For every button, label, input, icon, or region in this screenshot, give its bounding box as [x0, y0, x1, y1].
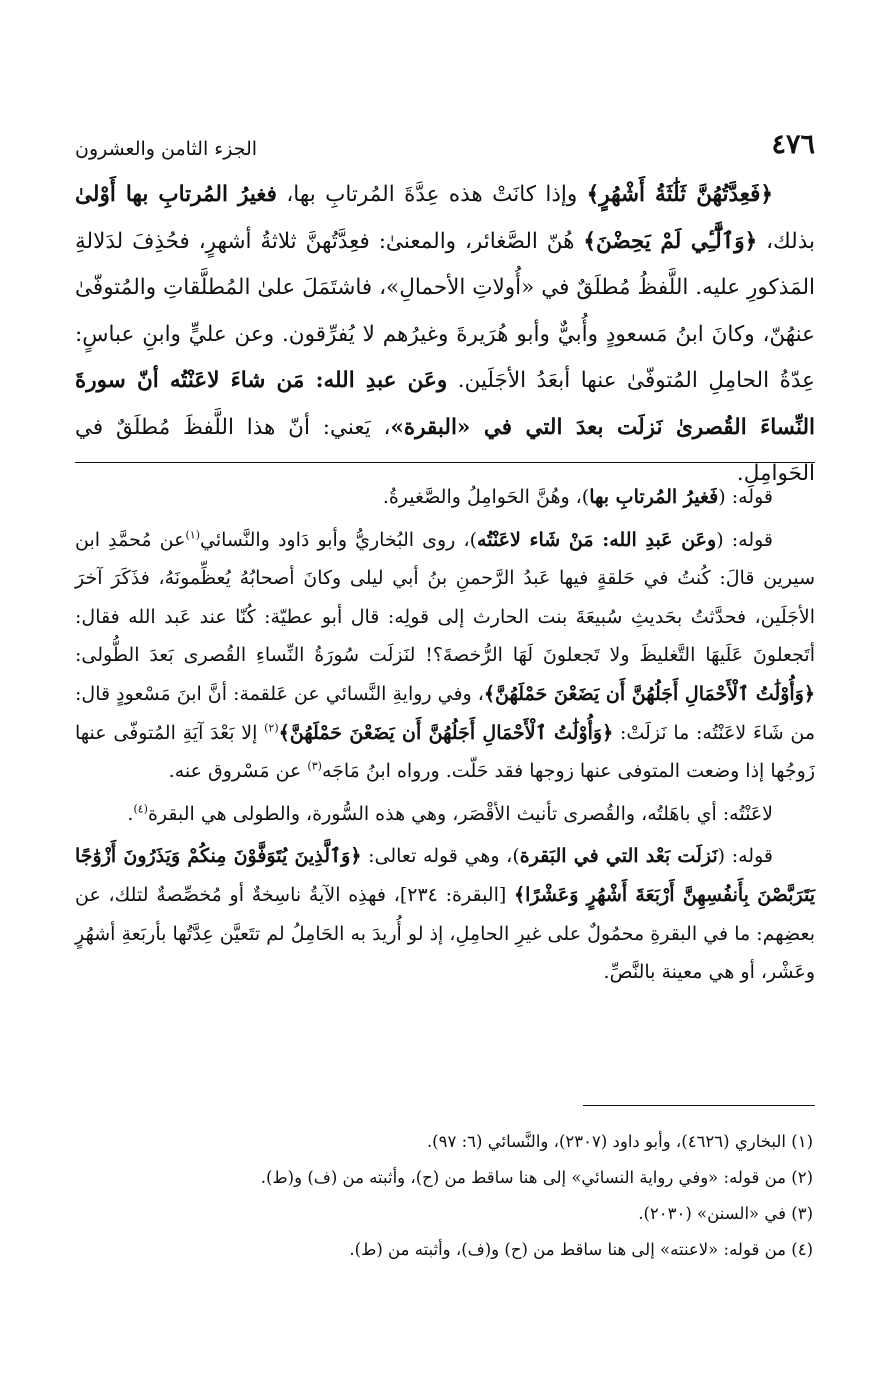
main-text-run: بذلك،	[757, 228, 815, 254]
commentary-paragraph	[75, 521, 815, 791]
commentary-run: إلا بَعْدَ آيَةِ المُتوفّى عنها زَوجُها إذا وضعت المتوفى عنها زوجها فقد حَلّت. ورواه ابنُ مَاجَه	[75, 721, 815, 783]
commentary-run: عن مَسْروق عنه.	[168, 760, 308, 783]
commentary-text	[75, 478, 815, 992]
main-text-run: وإذا كانَتْ هذه عِدَّةَ المُرتابِ بها،	[276, 182, 587, 207]
quran-quote: ﴿وَأُوْلَٰتُ ٱلْأَحْمَالِ أَجَلُهُنَّ أَن يَضَعْنَ حَمْلَهُنَّ﴾	[483, 682, 816, 705]
commentary-run: قوله: (	[718, 486, 773, 508]
page-number: ٤٧٦	[771, 129, 815, 160]
commentary-lemma: وعَن عَبدِ الله: مَنْ شَاء لاعَنْتُه	[477, 528, 717, 551]
footnote-ref: (١)	[185, 528, 200, 542]
footnote-ref: (٣)	[307, 759, 322, 773]
main-text-run: هُنّ الصَّغائر، والمعنىٰ: فعِدَّتُهنَّ ثلاثةُ أشهرٍ، فحُذِفَ لدَلالةِ المَذكورِ عليه. اللَّفظُ مُطلَقٌ في «أُولاتِ الأحمالِ»، فاشتَمَلَ علىٰ المُطلَّقاتِ والمُتوفّىٰ عنهُنّ، وكانَ ابنُ مَسعودٍ وأُبيٌّ وأبو هُرَيرةَ وغيرُهم لا يُفرِّقون. وعن عليٍّ وابنِ عباسٍ: عِدّةُ الحامِلِ المُتوفّىٰ عنها أبعَدُ الأجَلَين.	[75, 228, 815, 393]
quran-quote: ﴿فَعِدَّتُهُنَّ ثَلَٰثَةُ أَشْهُرٍ﴾	[586, 182, 773, 207]
page-header	[75, 120, 815, 160]
running-head: الجزء الثامن والعشرون	[75, 138, 258, 160]
commentary-run: ، وفي روايةِ النَّسائي عن عَلقمة: أنَّ ابنَ مَسْعودٍ قال: من شَاءَ لاعَنْتُه: ما نَزلَتْ:	[75, 682, 816, 744]
main-bold-phrase: فغيرُ المُرتابِ بها أَوْلىٰ	[75, 182, 277, 207]
commentary-run: .	[127, 802, 134, 825]
commentary-run: )، وهي قوله تعالى:	[361, 845, 520, 868]
commentary-run: )، وهُنَّ الحَوامِلُ والصَّغيرةُ.	[382, 486, 590, 508]
commentary-run: )، روى البُخاريُّ وأبو دَاود والنَّسائي	[199, 528, 478, 551]
commentary-lemma: نَزلَت بَعْد التي في البَقرة	[519, 845, 718, 868]
quran-quote: ﴿وَأُوْلَٰتُ ٱلْأَحْمَالِ أَجَلُهُنَّ أَن يَضَعْنَ حَمْلَهُنَّ﴾	[278, 721, 614, 744]
main-paragraph	[75, 172, 815, 498]
footnote: (١) البخاري (٤٦٢٦)، وأبو داود (٢٣٠٧)، والنَّسائي (٦: ٩٧).	[426, 1132, 813, 1151]
commentary-run: [البقرة: ٢٣٤]، فهذِه الآيةُ ناسِخةٌ أو مُخصِّصةٌ لتلك، عن بعضِهم: ما في البقرةِ محمُولٌ على غيرِ الحامِلِ، إذ لو أُريدَ به الحَامِلُ لم تتَعيَّن عِدَّتُها بأربَعةِ أشهُرٍ وعَشْر، أو هي معينة بالنَّصِّ.	[75, 883, 815, 984]
section-divider	[75, 462, 815, 463]
commentary-run: قوله: (	[716, 528, 774, 551]
footnote-ref: (٤)	[133, 802, 148, 816]
footnote: (٢) من قوله: «وفي رواية النسائي» إلى هنا ساقط من (ح)، وأثبته من (ف) و(ط).	[260, 1168, 813, 1187]
commentary-run: لاعَنْتُه: أي باهَلتُه، والقُصرى تأنيث الأقْصَر، وهي هذه السُّورة، والطولى هي البقرة	[147, 802, 773, 825]
commentary-run: عن مُحمَّدِ ابن سيرين قالَ: كُنتُ في حَلقةٍ فيها عَبدُ الرَّحمنِ بنُ أبي ليلى وكانَ أصحابُهُ يُعظِّمونَهُ، فذَكَرَ آخرَ الأجَلَين، فحدَّثتُ بحَديثِ سُبيعَةَ بنت الحارث إلى قولِه: قال أبو عطيّة: كُنّا عند عَبد الله فقال: أتَجعلونَ عَلَيهَا التَّغليظَ ولا تَجعلونَ لَهَا الرُّخصةَ؟! لنَزلَت سُورَةُ النِّساءِ القُصرى بَعدَ الطُّولى:	[75, 528, 815, 667]
main-text	[75, 172, 815, 498]
commentary-paragraph	[75, 795, 815, 834]
footnote-divider	[583, 1105, 815, 1106]
footnote: (٤) من قوله: «لاعنته» إلى هنا ساقط من (ح) و(ف)، وأثبته من (ط).	[349, 1240, 813, 1259]
footnote-ref: (٢)	[264, 721, 279, 735]
commentary-paragraph	[75, 478, 815, 517]
commentary-lemma: فَغيرُ المُرتابِ بها	[589, 486, 719, 508]
quran-quote: ﴿وَٱلَّذِينَ يُتَوَفَّوْنَ مِنكُمْ وَيَذَرُونَ أَزْوَٰجًا يَتَرَبَّصْنَ بِأَنفُسِهِنَّ أَرْبَعَةَ أَشْهُرٍ وَعَشْرًا﴾	[75, 845, 816, 906]
footnote: (٣) في «السنن» (٢٠٣٠).	[638, 1204, 813, 1223]
main-text-run: ، يَعني: أنّ هذا اللَّفظَ مُطلَقٌ في الحَوامِلِ.	[75, 414, 815, 486]
quran-quote: ﴿وَٱلَّٰٓـِٔي لَمْ يَحِضْنَ﴾	[583, 228, 758, 254]
main-bold-phrase: وعَن عبدِ الله: مَن شاءَ لاعَنْتُه أنّ سورةَ النِّساءَ القُصرىٰ نَزلَت بعدَ التي في «البقرة»	[75, 368, 815, 440]
commentary-run: قوله: (	[717, 845, 773, 868]
footnotes	[75, 1124, 815, 1268]
commentary-paragraph	[75, 837, 815, 991]
